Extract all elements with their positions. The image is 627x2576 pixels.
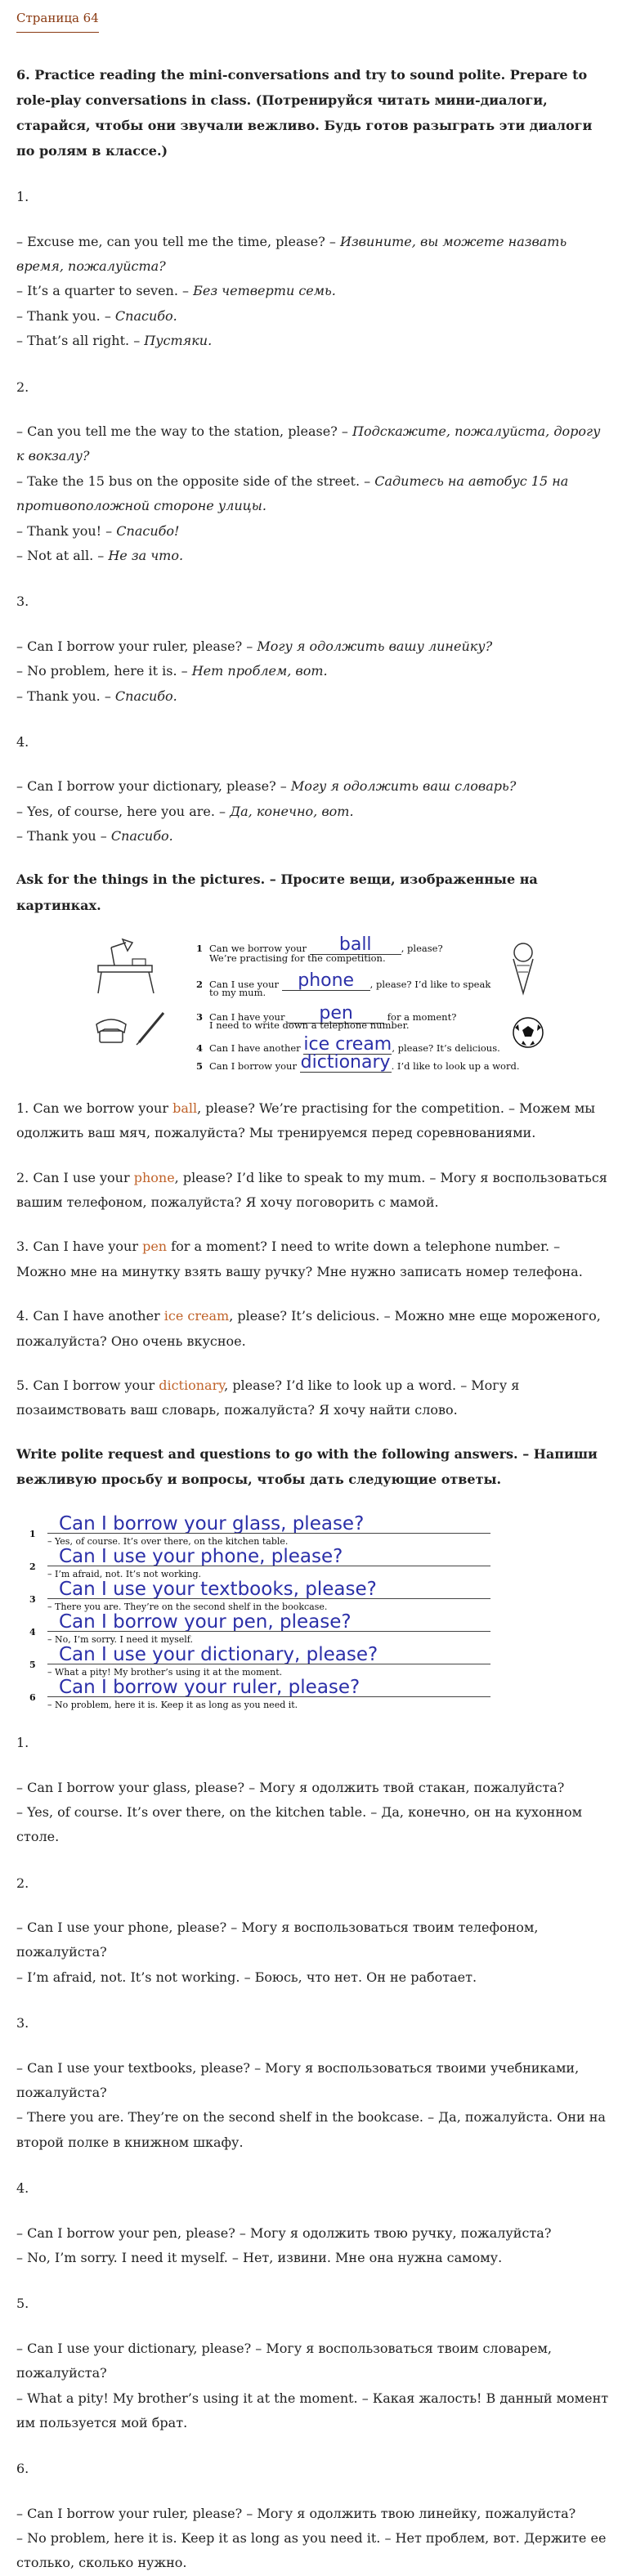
line-en: – Thank you – — [16, 828, 111, 844]
exercise-after: for a moment? — [387, 1010, 457, 1023]
answer-line: – Can I use your phone, please? – Могу я воспользоваться твоим телефоном, пожалуйста? — [16, 1920, 539, 1960]
dialog-line — [16, 279, 611, 303]
written-number: 6 — [29, 1692, 36, 1704]
pictures-heading: Ask for the things in the pictures. – Просите вещи, изображенные на картинках. — [16, 871, 538, 913]
dialog-line — [16, 469, 611, 519]
exercise-sub: I need to write down a telephone number. — [209, 1019, 410, 1031]
answer-post: , please? We’re practising for the competition. – Можем мы одолжить ваш мяч, пожалуйста? Мы тренируемся перед соревнованиями. — [16, 1100, 596, 1141]
line-en: – Yes, of course, here you are. – — [16, 803, 231, 819]
written-answer: – There you are. They’re on the second shelf in the bookcase. — [47, 1602, 328, 1613]
line-en: – Thank you! – — [16, 522, 117, 539]
exercise-number: 3 — [196, 1010, 204, 1023]
exercise-sub: We’re practising for the competition. — [209, 952, 386, 964]
line-en: – Can I borrow your dictionary, please? – — [16, 778, 291, 795]
answer-number: 3. — [16, 2015, 29, 2032]
written-request: Can I borrow your pen, please? — [59, 1611, 352, 1633]
answer-word: ice cream — [163, 1308, 230, 1324]
answer-number: 4. — [16, 2180, 29, 2197]
request-answer-2 — [16, 1871, 611, 1991]
dialog-line — [16, 684, 611, 709]
request-answer-5 — [16, 2292, 611, 2435]
underline — [47, 1696, 490, 1697]
request-answer-3 — [16, 2011, 611, 2155]
line-ru: Не за что. — [108, 547, 184, 563]
answer-word: pen — [142, 1239, 168, 1255]
underline — [47, 1533, 490, 1534]
answer-word: phone — [133, 1169, 175, 1185]
dialog-line — [16, 634, 611, 659]
written-request: Can I use your phone, please? — [59, 1546, 343, 1568]
picture-answer — [16, 1373, 611, 1423]
answer-line: – Can I borrow your ruler, please? – Могу я одолжить твою линейку, пожалуйста? — [16, 2505, 576, 2521]
exercise-answer: ball — [310, 936, 401, 955]
line-ru: Спасибо. — [114, 307, 177, 324]
written-number: 1 — [29, 1529, 36, 1540]
written-request: Can I use your textbooks, please? — [59, 1579, 377, 1601]
line-ru: Извините, вы можете назвать время, пожалуйста? — [16, 233, 567, 275]
line-ru: Могу я одолжить вашу линейку? — [257, 638, 493, 654]
line-ru: Садитесь на автобус 15 на противоположной стороне улицы. — [16, 473, 569, 514]
line-en: – Can you tell me the way to the station, please? – — [16, 423, 352, 439]
exercise-after: , please? It’s delicious. — [392, 1042, 500, 1054]
exercise-before: Can I borrow your — [209, 1060, 297, 1072]
answer-line: – I’m afraid, not. It’s not working. – Боюсь, что нет. Он не работает. — [16, 1969, 477, 1985]
dialog-2 — [16, 375, 611, 569]
exercise-after: . I’d like to look up a word. — [391, 1060, 520, 1072]
answer-post: for a moment? I need to write down a telephone number. – Можно мне на минутку взять вашу ручку? Мне нужно записать номер телефона. — [16, 1239, 583, 1279]
exercise-before: Can I use your — [209, 978, 280, 990]
requests-exercise-image — [25, 1515, 515, 1719]
dialog-4 — [16, 730, 611, 849]
line-ru: Спасибо. — [114, 688, 177, 704]
written-number: 2 — [29, 1561, 36, 1573]
dialog-3 — [16, 589, 611, 709]
answer-post: , please? I’d like to speak to my mum. – Могу я воспользоваться вашим телефоном, пожалуйста? Я хочу поговорить с мамой. — [16, 1169, 607, 1210]
picture-answer — [16, 1234, 611, 1284]
exercise-number: 4 — [196, 1042, 204, 1054]
request-answer-6 — [16, 2457, 611, 2576]
dialog-line — [16, 544, 611, 568]
dialog-line — [16, 800, 611, 824]
line-en: – It’s a quarter to seven. – — [16, 283, 194, 299]
written-number: 3 — [29, 1594, 36, 1606]
answer-line: – No, I’m sorry. I need it myself. – Нет, извини. Мне она нужна самому. — [16, 2249, 503, 2265]
requests-heading: Write polite request and questions to go with the following answers. – Напиши вежливую просьбу и вопросы, чтобы дать следующие ответы. — [16, 1445, 598, 1487]
answer-line: – Can I use your textbooks, please? – Могу я воспользоваться твоими учебниками, пожалуйста? — [16, 2059, 580, 2101]
line-ru: Подскажите, пожалуйста, дорогу к вокзалу? — [16, 423, 601, 464]
exercise-before: Can I have your — [209, 1010, 285, 1023]
exercise-before: Can I have another — [209, 1042, 301, 1054]
desk-lamp-icon — [90, 938, 163, 995]
page-title[interactable]: Страница 64 — [16, 7, 99, 33]
answer-post: , please? I’d like to look up a word. – Могу я позаимствовать ваш словарь, пожалуйста? Я хочу найти слово. — [16, 1377, 520, 1418]
answer-line: – What a pity! My brother’s using it at the moment. – Какая жалость! В данный момент им пользуется мой брат. — [16, 2390, 609, 2430]
line-en: – Excuse me, can you tell me the time, please? – — [16, 233, 340, 249]
ball-icon — [512, 1016, 544, 1049]
phone-icon — [93, 1013, 129, 1046]
dialog-number: 1. — [16, 189, 29, 205]
written-answer: – No problem, here it is. Keep it as long as you need it. — [47, 1700, 298, 1711]
pictures-exercise-image — [90, 934, 548, 1075]
line-ru: Да, конечно, вот. — [230, 803, 354, 819]
answer-line: – Can I borrow your pen, please? – Могу я одолжить твою ручку, пожалуйста? — [16, 2224, 552, 2241]
picture-answer — [16, 1096, 611, 1146]
answer-post: , please? It’s delicious. – Можно мне еще мороженого, пожалуйста? Оно очень вкусное. — [16, 1308, 601, 1349]
dialog-line — [16, 774, 611, 799]
answer-word: dictionary — [159, 1377, 225, 1393]
dialog-number: 4. — [16, 733, 29, 750]
answer-line: – Can I use your dictionary, please? – Могу я воспользоваться твоим словарем, пожалуйста? — [16, 2340, 553, 2381]
dialog-line — [16, 824, 611, 849]
written-answer: – I’m afraid, not. It’s not working. — [47, 1569, 202, 1580]
underline — [47, 1631, 490, 1632]
answer-pre: 3. Can I have your — [16, 1239, 143, 1255]
dialog-line — [16, 304, 611, 329]
answer-pre: 4. Can I have another — [16, 1308, 164, 1324]
written-answer: – Yes, of course. It’s over there, on the kitchen table. — [47, 1536, 289, 1548]
exercise-answer: ice cream — [303, 1033, 392, 1055]
answer-pre: 1. Can we borrow your — [16, 1100, 173, 1116]
ice-cream-icon — [507, 939, 540, 997]
exercise-answer: pen — [288, 1005, 384, 1024]
line-en: – Thank you. – — [16, 688, 115, 704]
picture-answer — [16, 1166, 611, 1216]
dialog-number: 3. — [16, 594, 29, 610]
answer-line: – Yes, of course. It’s over there, on the kitchen table. – Да, конечно, он на кухонном столе. — [16, 1803, 583, 1845]
request-answer-1 — [16, 1731, 611, 1850]
line-ru: Могу я одолжить ваш словарь? — [290, 778, 517, 795]
dialog-line — [16, 659, 611, 683]
exercise-answer: dictionary — [300, 1051, 391, 1073]
written-request: Can I borrow your ruler, please? — [59, 1677, 361, 1699]
line-ru: Без четверти семь. — [193, 283, 336, 299]
line-en: – Can I borrow your ruler, please? – — [16, 638, 258, 654]
answer-pre: 2. Can I use your — [16, 1169, 134, 1185]
answer-line: – No problem, here it is. Keep it as long as you need it. – Нет проблем, вот. Держите ее столько, сколько нужно. — [16, 2530, 607, 2571]
dialog-1 — [16, 185, 611, 353]
dialog-line — [16, 519, 611, 544]
exercise-number: 5 — [196, 1060, 204, 1072]
written-request: Can I borrow your glass, please? — [59, 1513, 365, 1535]
pen-icon — [134, 1010, 167, 1046]
line-ru: Спасибо. — [110, 828, 173, 844]
line-ru: Пустяки. — [144, 333, 213, 349]
exercise-after: , please? — [401, 942, 443, 954]
dialog-line — [16, 419, 611, 469]
answer-line: – There you are. They’re on the second shelf in the bookcase. – Да, пожалуйста. Они на второй полке в книжном шкафу. — [16, 2109, 606, 2150]
dialog-line — [16, 329, 611, 353]
line-ru: Спасибо! — [116, 522, 180, 539]
task6-heading: 6. Practice reading the mini-conversations and try to sound polite. Prepare to role-play conversations in class. (Потренируйся читать мини-диалоги, старайся, чтобы они звучали вежливо. Будь готов разыграть эти диалоги по ролям в классе.) — [16, 66, 593, 159]
exercise-number: 2 — [196, 978, 204, 990]
request-answer-4 — [16, 2176, 611, 2270]
answer-line: – Can I borrow your glass, please? – Могу я одолжить твой стакан, пожалуйста? — [16, 1779, 565, 1795]
answer-pre: 5. Can I borrow your — [16, 1377, 159, 1393]
written-number: 5 — [29, 1660, 36, 1671]
answer-number: 2. — [16, 1875, 29, 1891]
line-en: – Thank you. – — [16, 307, 115, 324]
answer-number: 6. — [16, 2461, 29, 2477]
written-request: Can I use your dictionary, please? — [59, 1644, 378, 1666]
exercise-answer: phone — [282, 972, 370, 991]
answer-number: 5. — [16, 2296, 29, 2312]
answer-word: ball — [172, 1100, 198, 1116]
underline — [47, 1598, 490, 1599]
written-number: 4 — [29, 1627, 36, 1638]
exercise-sub: to my mum. — [209, 986, 266, 998]
exercise-before: Can we borrow your — [209, 942, 307, 954]
line-ru: Нет проблем, вот. — [191, 663, 328, 679]
exercise-item — [196, 1051, 520, 1074]
picture-answer — [16, 1304, 611, 1354]
answer-number: 1. — [16, 1735, 29, 1751]
exercise-after: , please? I’d like to speak — [369, 978, 491, 990]
dialog-number: 2. — [16, 379, 29, 395]
exercise-number: 1 — [196, 942, 204, 954]
line-en: – Not at all. – — [16, 547, 109, 563]
written-answer: – What a pity! My brother’s using it at the moment. — [47, 1667, 283, 1678]
written-answer: – No, I’m sorry. I need it myself. — [47, 1634, 193, 1646]
line-en: – No problem, here it is. – — [16, 663, 192, 679]
line-en: – That’s all right. – — [16, 333, 145, 349]
line-en: – Take the 15 bus on the opposite side of the street. – — [16, 473, 375, 489]
dialog-line — [16, 230, 611, 280]
